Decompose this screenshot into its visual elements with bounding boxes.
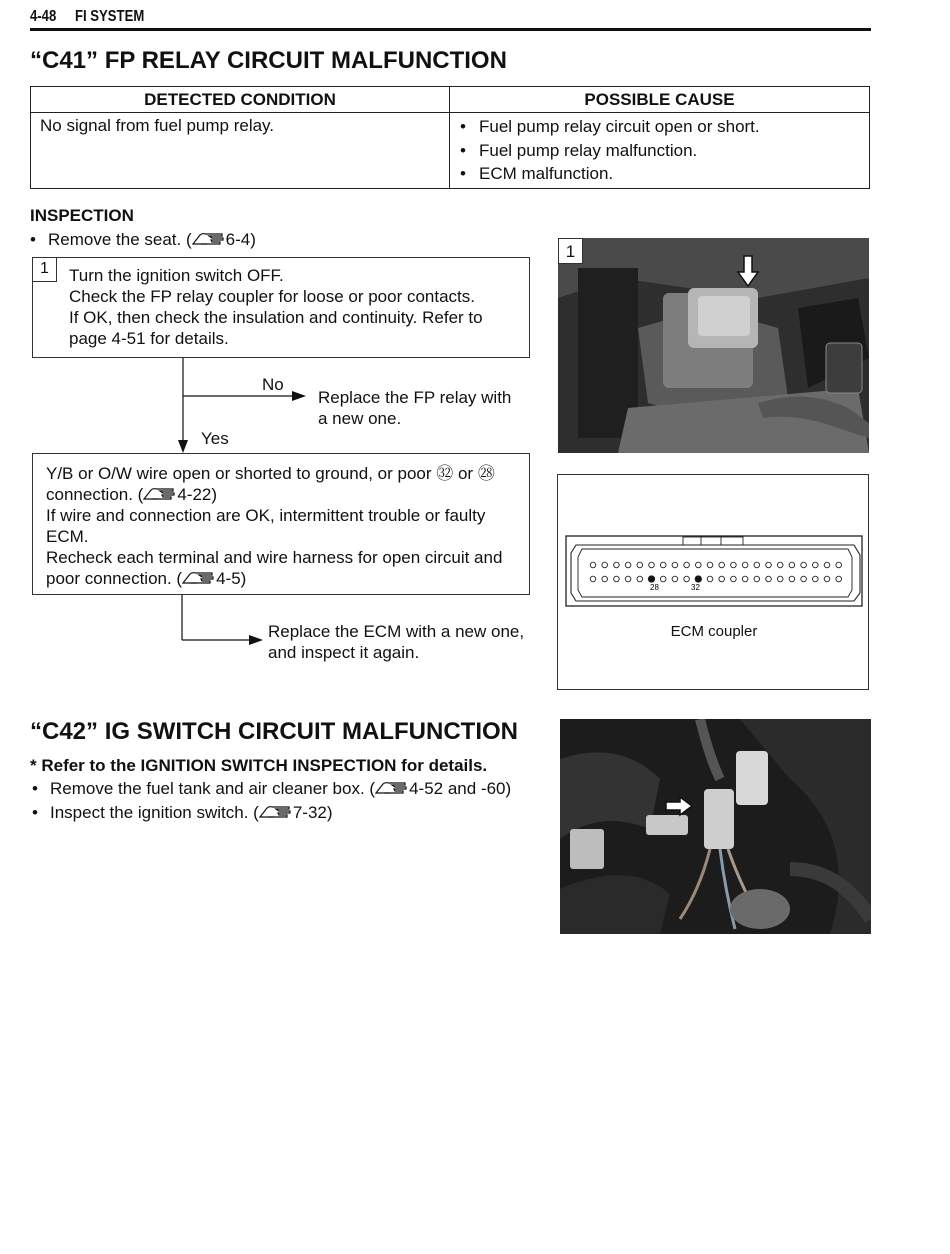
photo-number: 1 — [558, 238, 583, 264]
ecm-pin — [684, 576, 690, 582]
ecm-pin — [672, 576, 678, 582]
ecm-pin — [696, 562, 702, 568]
ecm-pin — [602, 562, 608, 568]
ecm-pin — [590, 576, 596, 582]
ecm-pin — [813, 576, 819, 582]
page-header — [30, 7, 871, 31]
condition-cause-table — [30, 86, 870, 189]
ecm-pin — [660, 562, 666, 568]
ignition-switch-photo — [560, 719, 871, 934]
remove-seat-bullet: • Remove the seat. ( 6-4) — [30, 230, 256, 249]
ecm-pin — [614, 576, 620, 582]
pointing-hand-icon — [375, 780, 409, 796]
ecm-coupler-figure — [557, 474, 869, 690]
c42-bullet: • Remove the fuel tank and air cleaner box. ( 4-52 and -60) — [32, 779, 512, 798]
inspection-heading: INSPECTION — [30, 206, 134, 225]
pointing-hand-icon — [192, 231, 226, 247]
ecm-pin — [707, 562, 713, 568]
ecm-pin — [731, 562, 737, 568]
ecm-pin — [742, 576, 748, 582]
terminal-28-symbol: ㉘ — [477, 464, 495, 483]
down-arrow-icon — [736, 254, 760, 288]
ecm-pin — [742, 562, 748, 568]
c42-title: “C42” IG SWITCH CIRCUIT MALFUNCTION — [30, 718, 518, 745]
pointing-hand-icon — [259, 804, 293, 820]
ecm-pin — [766, 576, 772, 582]
pointing-hand-icon — [143, 486, 177, 502]
pointing-hand-icon — [182, 570, 216, 586]
step-1-box — [32, 257, 530, 358]
possible-cause-cell — [450, 113, 870, 189]
ecm-pin — [707, 576, 713, 582]
cause-item: • Fuel pump relay circuit open or short. — [460, 117, 760, 136]
terminal-32-symbol: ㉜ — [436, 464, 454, 483]
final-action-text: Replace the ECM with a new one, and inspect it again. — [268, 622, 525, 662]
ecm-pin — [766, 562, 772, 568]
ecm-pin — [637, 576, 643, 582]
pin-32-label: 32 — [691, 583, 700, 592]
col-detected-condition: DETECTED CONDITION — [31, 87, 450, 113]
ecm-pin — [754, 576, 760, 582]
ecm-pin — [660, 576, 666, 582]
ecm-pin-highlighted — [695, 576, 701, 582]
step-2-box — [32, 453, 530, 595]
ecm-pin — [801, 576, 807, 582]
ecm-pin — [789, 576, 795, 582]
pin-28-label: 28 — [650, 583, 659, 592]
ecm-pin — [614, 562, 620, 568]
section-title: FI SYSTEM — [75, 8, 145, 25]
ecm-pin — [719, 576, 725, 582]
ecm-pin — [672, 562, 678, 568]
fp-relay-illustration — [558, 238, 869, 453]
yes-label: Yes — [201, 429, 229, 448]
col-possible-cause: POSSIBLE CAUSE — [450, 87, 870, 113]
ecm-coupler-caption: ECM coupler — [670, 623, 758, 640]
ecm-pin — [836, 576, 842, 582]
no-label: No — [262, 375, 284, 394]
cause-item: • ECM malfunction. — [460, 164, 614, 183]
step-number: 1 — [33, 258, 57, 282]
ecm-pin — [590, 562, 596, 568]
ecm-pin — [625, 562, 631, 568]
ecm-pin — [801, 562, 807, 568]
c42-reference-note: * Refer to the IGNITION SWITCH INSPECTION for details. — [30, 756, 488, 775]
ecm-pin — [777, 576, 783, 582]
ecm-pin — [836, 562, 842, 568]
ecm-pin-highlighted — [648, 576, 654, 582]
ecm-pin — [754, 562, 760, 568]
ecm-pin — [602, 576, 608, 582]
ecm-pin — [813, 562, 819, 568]
ecm-pin — [824, 562, 830, 568]
fp-relay-photo — [558, 238, 869, 453]
ecm-coupler-diagram — [558, 475, 870, 615]
ecm-pin — [719, 562, 725, 568]
ecm-pin — [824, 576, 830, 582]
ignition-switch-illustration — [560, 719, 871, 934]
ecm-pin — [637, 562, 643, 568]
ecm-pin — [777, 562, 783, 568]
detected-condition-cell: No signal from fuel pump relay. — [31, 113, 450, 189]
ecm-pin — [649, 562, 655, 568]
ecm-pin — [684, 562, 690, 568]
step-1-text: Turn the ignition switch OFF. Check the FP relay coupler for loose or poor contacts. If OK, then check the insulation and continuity. Refer to page 4-51 for details. — [69, 266, 483, 348]
right-arrow-icon — [664, 795, 694, 817]
c42-bullet: • Inspect the ignition switch. ( 7-32) — [32, 803, 333, 822]
ecm-pin — [789, 562, 795, 568]
ecm-pin — [625, 576, 631, 582]
page-number: 4-48 — [30, 8, 57, 25]
cause-item: • Fuel pump relay malfunction. — [460, 140, 698, 160]
no-action-text: Replace the FP relay with a new one. — [318, 388, 512, 428]
ecm-pin — [731, 576, 737, 582]
c41-title: “C41” FP RELAY CIRCUIT MALFUNCTION — [30, 47, 507, 74]
step-2-text: Y/B or O/W wire open or shorted to ground, or poor ㉜ or ㉘ connection. ( 4-22) If wire and connection are OK, intermittent trouble or faulty ECM. Recheck each terminal and wire harness for open circuit and poor connection. ( 4-5) — [46, 464, 503, 588]
